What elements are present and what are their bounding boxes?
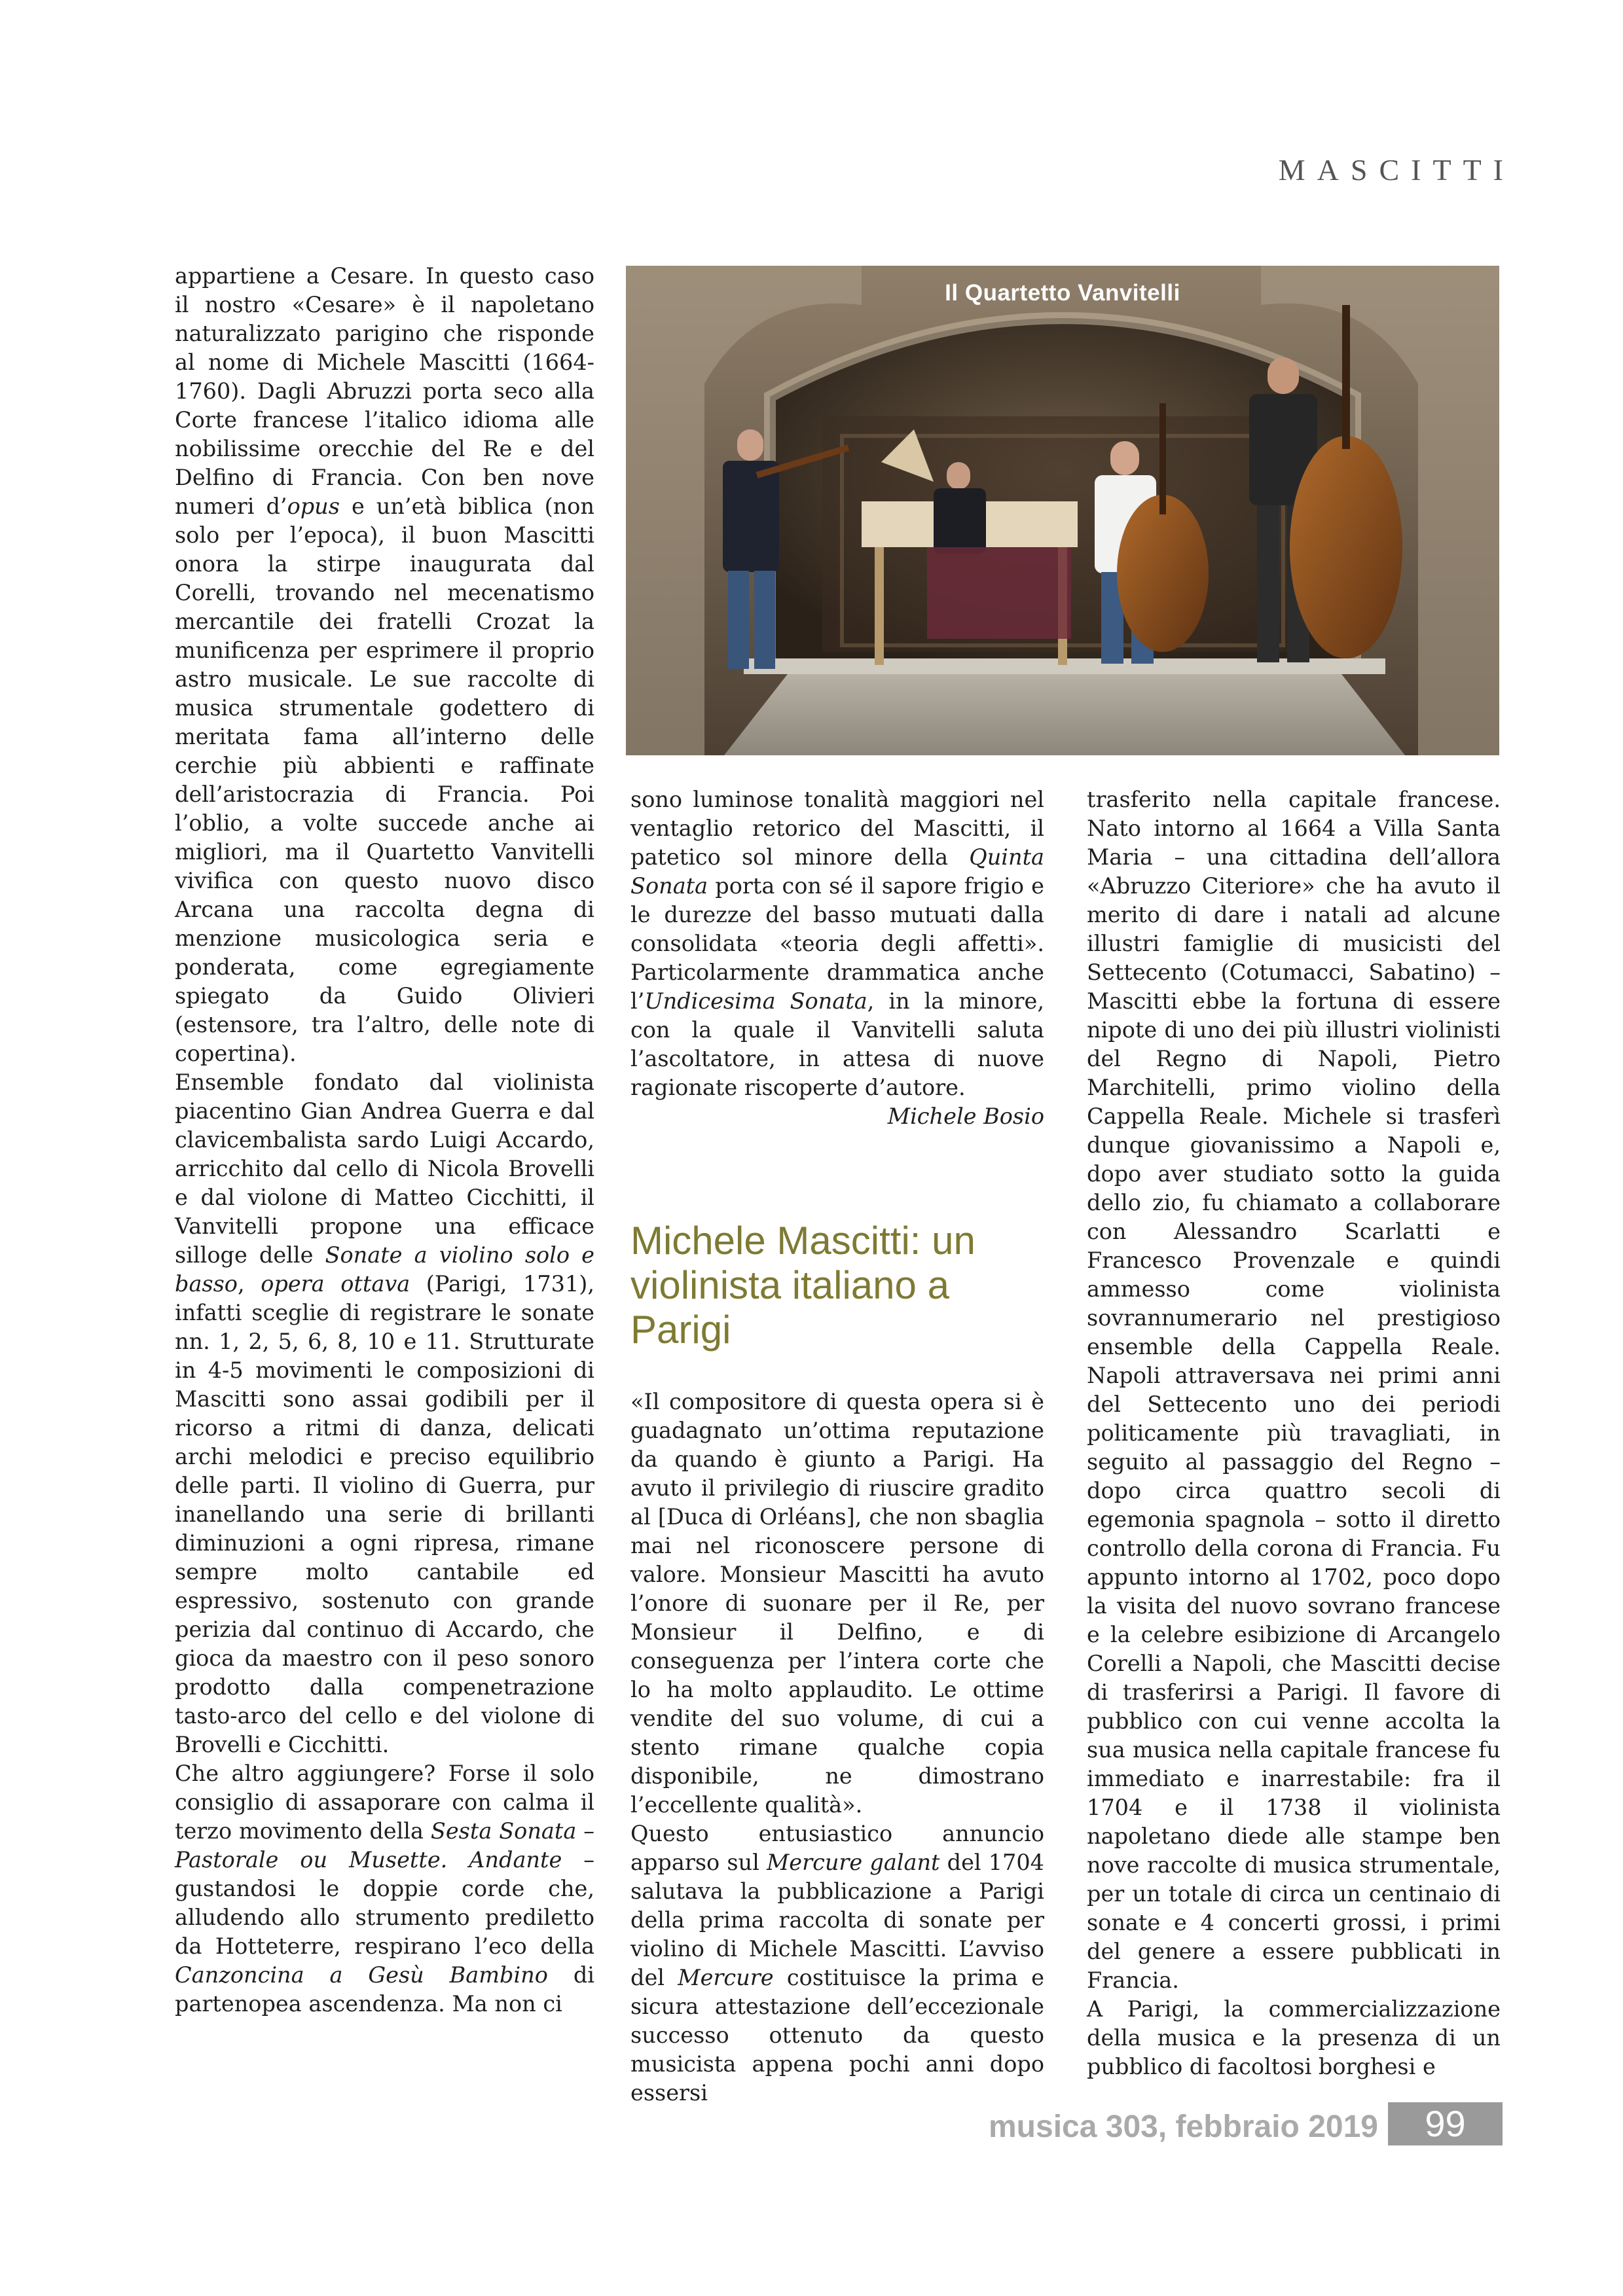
paragraph: A Parigi, la commercializzazione della musica e la presenza di un pubblico di facoltosi borghesi e xyxy=(1087,1996,1501,2079)
paragraph: appartiene a Cesare. In questo caso il nostro «Cesare» è il napoletano naturalizzato parigino che risponde al nome di Michele Mascitti (1664-1760). Dagli Abruzzi porta seco alla Corte francese l’italico idioma alle nobilissime orecchie del Re e del Delfino di Francia. Con ben nove numeri d’opus e un’età biblica (non solo per l’epoca), il buon Mascitti onora la stirpe inaugurata dal Corelli, trovando nel mecenatismo mercantile dei fratelli Crozat la munificenza per esprimere il proprio astro musicale. Le sue raccolte di musica strumentale godettero di meritata fama all’interno delle cerchie più abbienti e raffinate dell’aristocrazia di Francia. Poi l’oblio, a volte succede anche ai migliori, ma il Quartetto Vanvitelli vivifica con questo nuovo disco Arcana una raccolta degna di menzione musicologica seria e ponderata, come egregiamente spiegato da Guido Olivieri (estensore, tra l’altro, delle note di copertina). xyxy=(175,263,594,1066)
paragraph: trasferito nella capitale francese. Nato intorno al 1664 a Villa Santa Maria – una cittadina dell’allora «Abruzzo Citeriore» che ha avuto il merito di dare i natali ad alcune illustri famiglie di musicisti del Settecento (Cotumacci, Sabatino) – Mascitti ebbe la fortuna di essere nipote di uno dei più illustri violinisti del Regno di Napoli, Pietro Marchitelli, primo violino della Cappella Reale. Michele si trasferì dunque giovanissimo a Napoli e, dopo aver studiato sotto la guida dello zio, fu chiamato a collaborare con Alessandro Scarlatti e Francesco Provenzale e quindi ammesso come violinista sovrannumerario nel prestigioso ensemble della Cappella Reale. Napoli attraversava nei primi anni del Settecento uno dei periodi politicamente più travagliati, in seguito al passaggio del Regno – dopo circa quattro secoli di egemonia spagnola – sotto il diretto controllo della corona di Francia. Fu appunto intorno al 1702, poco dopo la visita del nuovo sovrano francese e la celebre esibizione di Arcangelo Corelli a Napoli, che Mascitti decise di trasferirsi a Parigi. Il favore di pubblico con cui venne accolta la sua musica nella capitale francese fu immediato e inarrestabile: fra il 1704 e il 1738 il violinista napoletano diede alle stampe ben nove raccolte di musica strumentale, per un totale di circa un centinaio di sonate e 4 concerti grossi, i primi del genere a essere pubblicati in Francia. xyxy=(1087,787,1501,1993)
issue-info: musica 303, febbraio 2019 xyxy=(989,2109,1378,2144)
page-number: 99 xyxy=(1388,2102,1503,2145)
photo-caption: Il Quartetto Vanvitelli xyxy=(945,280,1180,306)
paragraph: «Il compositore di questa opera si è guadagnato un’ottima reputazione da quando è giunto a Parigi. Ha avuto il privilegio di riuscire gradito al [Duca di Orléans], che non sbaglia mai nel riconoscere persone di valore. Monsieur Mascitti ha avuto l’onore di suonare per il Re, per Monsieur il Delfino, e di conseguenza per l’intera corte che lo ha molto applaudito. Le ottime vendite del suo volume, di cui a stento rimane qualche copia disponibile, ne dimostrano l’eccellente qualità». xyxy=(630,1389,1044,1818)
article-column-2-continued xyxy=(630,1388,1044,2108)
article-column-3 xyxy=(1087,785,1501,2081)
paragraph: sono luminose tonalità maggiori nel ventaglio retorico del Mascitti, il patetico sol minore della Quinta Sonata porta con sé il sapore frigio e le durezze del basso mutuati dalla consolidata «teoria degli affetti». Particolarmente drammatica anche l’Undicesima Sonata, in la minore, con la quale il Vanvitelli saluta l’ascoltatore, in attesa di nuove ragionate riscoperte d’autore. xyxy=(630,787,1044,1100)
paragraph: Che altro aggiungere? Forse il solo consiglio di assaporare con calma il terzo movimento della Sesta Sonata – Pastorale ou Musette. Andante – gustandosi le doppie corde che, alludendo allo strumento prediletto da Hotteterre, respirano l’eco della Canzoncina a Gesù Bambino di partenopea ascendenza. Ma non ci xyxy=(175,1761,594,2017)
author-signature: Michele Bosio xyxy=(887,1103,1044,1129)
quartet-photo-illustration xyxy=(626,266,1499,755)
paragraph: Questo entusiastico annuncio apparso sul Mercure galant del 1704 salutava la pubblicazione a Parigi della prima raccolta di sonate per violino di Michele Mascitti. L’avviso del Mercure costituisce la prima e sicura attestazione dell’eccezionale successo ottenuto da questo musicista appena pochi anni dopo essersi xyxy=(630,1821,1044,2106)
article-column-1 xyxy=(175,262,594,2018)
paragraph: Ensemble fondato dal violinista piacentino Gian Andrea Guerra e dal clavicembalista sardo Luigi Accardo, arricchito dal cello di Nicola Brovelli e dal violone di Matteo Cicchitti, il Vanvitelli propone una efficace silloge delle Sonate a violino solo e basso, opera ottava (Parigi, 1731), infatti sceglie di registrare le sonate nn. 1, 2, 5, 6, 8, 10 e 11. Strutturate in 4-5 movimenti le composizioni di Mascitti sono assai godibili per il ricorso a ritmi di danza, delicati archi melodici e preciso equilibrio delle parti. Il violino di Guerra, pur inanellando una serie di brillanti diminuzioni a ogni ripresa, rimane sempre molto cantabile ed espressivo, sostenuto con grande perizia dal continuo di Accardo, che gioca da maestro con il peso sonoro prodotto dalla compenetrazione tasto-arco del cello e del violone di Brovelli e Cicchitti. xyxy=(175,1069,595,1757)
quartet-photo xyxy=(626,266,1499,755)
article-column-2 xyxy=(630,785,1044,1131)
article-headline: Michele Mascitti: un violinista italiano a Parigi xyxy=(630,1219,976,1352)
running-title: MASCITTI xyxy=(1278,153,1515,187)
